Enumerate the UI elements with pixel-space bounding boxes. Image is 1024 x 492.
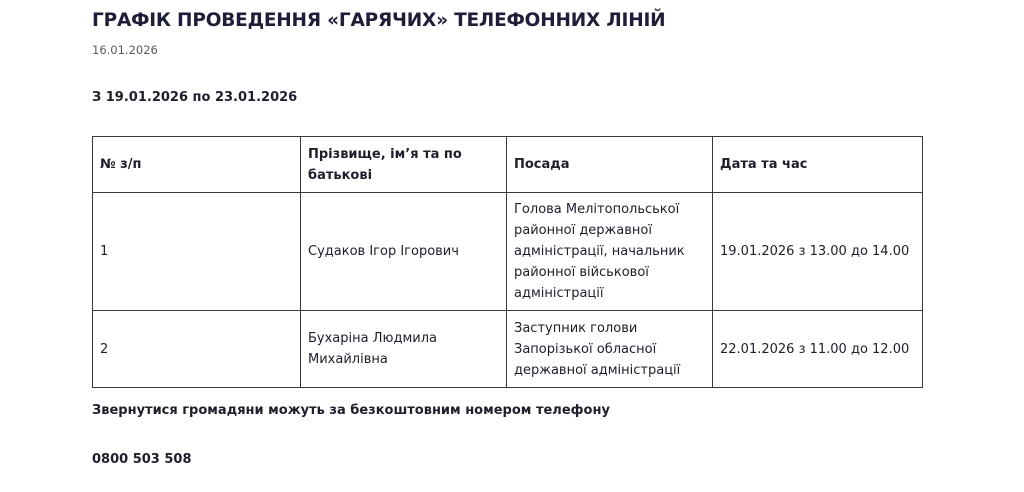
publish-date: 16.01.2026	[92, 43, 158, 57]
schedule-table	[92, 136, 923, 388]
cell-number: 1	[93, 193, 301, 311]
table-row	[93, 311, 923, 388]
header-number: № з/п	[93, 137, 301, 193]
phone-number: 0800 503 508	[92, 452, 192, 467]
header-datetime: Дата та час	[713, 137, 923, 193]
cell-name: Судаков Ігор Ігорович	[301, 193, 507, 311]
cell-number: 2	[93, 311, 301, 388]
cell-datetime: 19.01.2026 з 13.00 до 14.00	[713, 193, 923, 311]
header-name: Прізвище, ім’я та по батькові	[301, 137, 507, 193]
cell-name: Бухаріна Людмила Михайлівна	[301, 311, 507, 388]
header-position: Посада	[507, 137, 713, 193]
page-title: ГРАФІК ПРОВЕДЕННЯ «ГАРЯЧИХ» ТЕЛЕФОННИХ ЛІНІЙ	[92, 10, 666, 31]
table-header-row	[93, 137, 923, 193]
table-row	[93, 193, 923, 311]
schedule-period: З 19.01.2026 по 23.01.2026	[92, 90, 298, 105]
cell-position: Заступник голови Запорізької обласної державної адміністрації	[507, 311, 713, 388]
cell-datetime: 22.01.2026 з 11.00 до 12.00	[713, 311, 923, 388]
contact-note: Звернутися громадяни можуть за безкоштовним номером телефону	[92, 403, 610, 418]
cell-position: Голова Мелітопольської районної державної адміністрації, начальник районної військової адміністрації	[507, 193, 713, 311]
